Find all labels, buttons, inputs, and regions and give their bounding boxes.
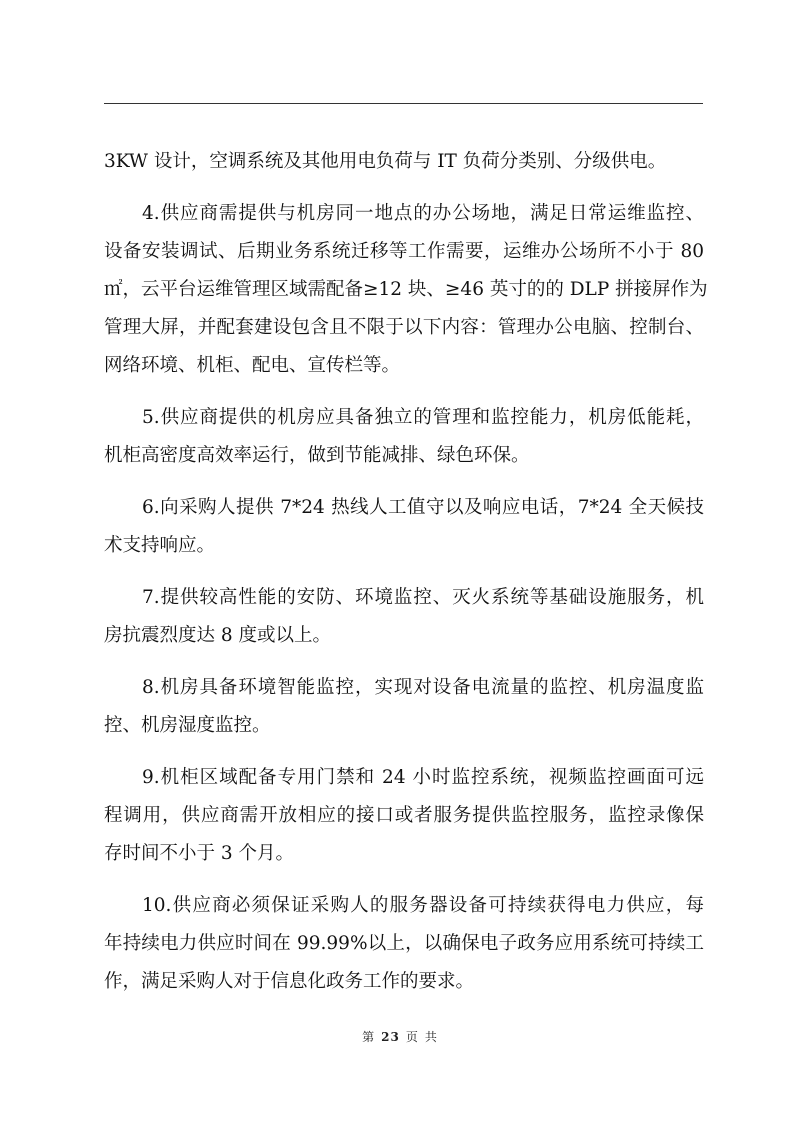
paragraph-line: ㎡，云平台运维管理区域需配备≥12 块、≥46 英寸的的 DLP 拼接屏作为 [104, 279, 708, 300]
paragraph-line: 4.供应商需提供与机房同一地点的办公场地，满足日常运维监控、 [142, 203, 704, 224]
paragraph-item10 [104, 887, 704, 1001]
paragraph-item9 [104, 759, 704, 873]
paragraph-line: 9.机柜区域配备专用门禁和 24 小时监控系统，视频监控画面可远 [142, 767, 704, 788]
paragraph-cont [104, 143, 704, 181]
paragraph-item6 [104, 489, 704, 565]
paragraph-item4 [104, 195, 708, 385]
paragraph-line: 6.向采购人提供 7*24 热线人工值守以及响应电话，7*24 全天候技 [142, 497, 704, 518]
paragraph-line: 8.机房具备环境智能监控，实现对设备电流量的监控、机房温度监 [142, 677, 704, 698]
paragraph-line: 作，满足采购人对于信息化政务工作的要求。 [104, 971, 475, 992]
paragraph-line: 10.供应商必须保证采购人的服务器设备可持续获得电力供应，每 [142, 895, 704, 916]
paragraph-item5 [104, 399, 704, 475]
paragraph-line: 网络环境、机柜、配电、宣传栏等。 [104, 355, 401, 376]
header-rule [104, 103, 703, 104]
paragraph-line: 术支持响应。 [104, 535, 216, 556]
paragraph-line: 设备安装调试、后期业务系统迁移等工作需要，运维办公场所不小于 80 [104, 241, 704, 262]
footer-prefix: 第 [362, 1030, 376, 1044]
paragraph-item7 [104, 579, 704, 655]
paragraph-line: 7.提供较高性能的安防、环境监控、灭火系统等基础设施服务，机 [142, 587, 704, 608]
paragraph-line: 年持续电力供应时间在 99.99%以上，以确保电子政务应用系统可持续工 [104, 933, 704, 954]
paragraph-line: 管理大屏，并配套建设包含且不限于以下内容：管理办公电脑、控制台、 [104, 317, 704, 338]
paragraph-line: 控、机房湿度监控。 [104, 715, 271, 736]
page-number: 23 [381, 1030, 400, 1044]
document-body [104, 143, 708, 1015]
paragraph-line: 5.供应商提供的机房应具备独立的管理和监控能力，机房低能耗， [142, 407, 704, 428]
paragraph-line: 3KW 设计，空调系统及其他用电负荷与 IT 负荷分类别、分级供电。 [104, 151, 667, 172]
paragraph-line: 存时间不小于 3 个月。 [104, 843, 295, 864]
page-footer [0, 1028, 800, 1045]
footer-page-word: 页 [405, 1030, 419, 1044]
paragraph-item8 [104, 669, 704, 745]
footer-suffix: 共 [424, 1030, 438, 1044]
paragraph-line: 机柜高密度高效率运行，做到节能减排、绿色环保。 [104, 445, 530, 466]
paragraph-line: 房抗震烈度达 8 度或以上。 [104, 625, 332, 646]
paragraph-line: 程调用，供应商需开放相应的接口或者服务提供监控服务，监控录像保 [104, 805, 704, 826]
